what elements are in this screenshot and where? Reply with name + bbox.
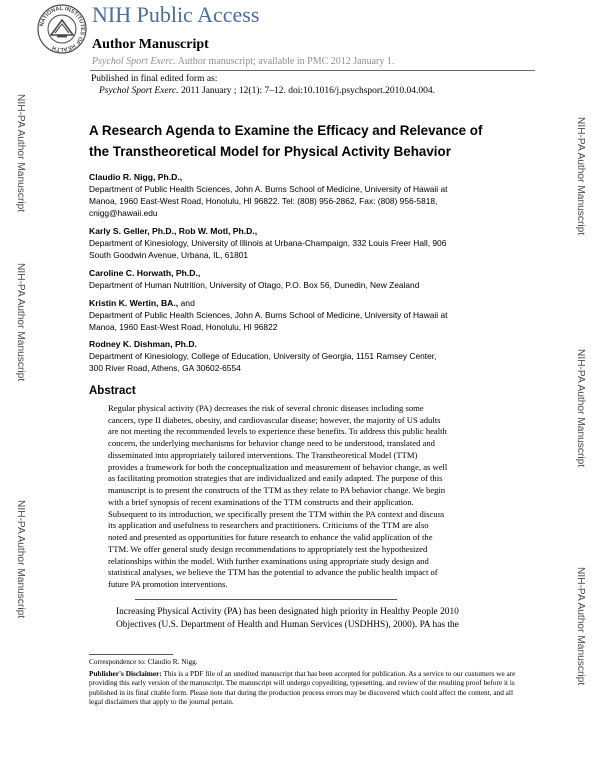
author-block	[89, 226, 519, 261]
author-affiliation-line: Department of Kinesiology, College of Education, University of Georgia, 1151 Ramsey Center,	[89, 351, 437, 361]
author-name: Caroline C. Horwath, Ph.D.,	[89, 268, 201, 278]
abstract-line: statistical analyses, we believe the TTM has the potential to advance the public health impact of	[108, 567, 438, 578]
journal-availability-line	[92, 56, 394, 68]
nih-public-access-title: NIH Public Access	[92, 2, 260, 27]
disclaimer-text: This is a PDF file of an unedited manuscript that has been accepted for publication. As a service to our customers we are providing this early version of the manuscript. The manuscript will undergo copyediting, typesetting, and review of the resulting proof before it is published in its final citable form. Please note that during the production process errors may be discovered which could affect the content, and all legal disclaimers that apply to the journal pertain.	[89, 669, 516, 706]
author-name: Kristin K. Wertin, BA.,	[89, 298, 179, 308]
abstract-line: TTM. We offer general study design recommendations to appropriately test the hypothesized	[108, 543, 428, 554]
abstract-heading: Abstract	[89, 385, 136, 397]
intro-line: Increasing Physical Activity (PA) has been designated high priority in Healthy People 2010	[116, 607, 459, 617]
abstract-line: Subsequent to its introduction, we specifically present the TTM within the PA context and discuss	[108, 508, 445, 519]
side-label-left-top: NIH-PA Author Manuscript	[15, 94, 26, 213]
author-block	[89, 172, 519, 219]
author-affiliation-line: Manoa, 1960 East-West Road, Honolulu, HI 96822. Tel: (808) 956-2862, Fax: (808) 956-5818,	[89, 196, 438, 206]
abstract-line: its application and usefulness to researchers and practitioners. Criticisms of the TTM are also	[108, 520, 429, 531]
author-block	[89, 298, 519, 333]
title-line-2: the Transtheoretical Model for Physical Activity Behavior	[89, 144, 451, 159]
intro-line: Objectives (U.S. Department of Health and Human Services (USDHHS), 2000). PA has the	[116, 619, 459, 630]
author-manuscript-label: Author Manuscript	[92, 37, 209, 52]
abstract-line: are not meeting the recommended levels to experience these benefits. To address this public health	[108, 426, 447, 437]
side-label-left-bottom: NIH-PA Author Manuscript	[15, 500, 26, 619]
side-label-right-middle: NIH-PA Author Manuscript	[575, 349, 586, 468]
footnote-divider	[89, 654, 173, 655]
author-affiliation-line: South Goodwin Avenue, Urbana, IL, 61801	[89, 250, 249, 260]
author-name-line	[89, 298, 519, 309]
nih-seal-icon	[37, 4, 87, 54]
abstract-line: concern, the underlying mechanisms for behavior change need to be understood, translated and	[108, 438, 435, 449]
abstract-line: as facilitating promotion strategies that are individualized and easily adapted. The purpose of this	[108, 473, 443, 484]
abstract-line: disseminated into appropriately tailored interventions. The Transtheoretical Model (TTM)	[108, 449, 418, 460]
nih-seal-text: NATIONAL INSTITUTES OF HEALTH	[39, 5, 86, 53]
citation-journal: Psychol Sport Exerc.	[99, 86, 179, 96]
journal-name: Psychol Sport Exerc.	[92, 56, 176, 67]
author-name: Claudio R. Nigg, Ph.D.,	[89, 172, 183, 182]
side-label-left-middle: NIH-PA Author Manuscript	[15, 263, 26, 382]
paper-title	[89, 120, 529, 162]
author-block	[89, 268, 519, 291]
correspondence-note: Correspondence to: Claudio R. Nigg.	[89, 657, 198, 666]
publisher-disclaimer	[89, 669, 519, 706]
citation-details: 2011 January ; 12(1): 7–12. doi:10.1016/j.psychsport.2010.04.004.	[178, 86, 435, 96]
availability-text: Author manuscript; available in PMC 2012 January 1.	[175, 56, 395, 67]
abstract-line: manuscript is to present the constructs of the TTM as they relate to PA behavior change. We begin	[108, 485, 446, 496]
nih-logo	[37, 4, 87, 54]
author-affiliation-line: Manoa, 1960 East-West Road, Honolulu, HI 96822	[89, 322, 278, 332]
abstract-line: future PA promotion interventions.	[108, 579, 228, 590]
publication-citation	[99, 86, 435, 97]
abstract-line: noted and presented as opportunities for future research to enhance the valid application of the	[108, 532, 433, 543]
section-divider	[135, 599, 397, 600]
side-label-right-bottom: NIH-PA Author Manuscript	[575, 567, 586, 686]
title-line-1: A Research Agenda to Examine the Efficacy and Relevance of	[89, 123, 483, 138]
disclaimer-label: Publisher's Disclaimer:	[89, 669, 162, 678]
author-affiliation-line: Department of Human Nutrition, University of Otago, P.O. Box 56, Dunedin, New Zealand	[89, 280, 420, 290]
author-name: Karly S. Geller, Ph.D., Rob W. Motl, Ph.D.,	[89, 226, 258, 236]
author-affiliation-line: Department of Public Health Sciences, John A. Burns School of Medicine, University of Hawaii at	[89, 184, 448, 194]
author-conjunction: and	[178, 298, 195, 308]
introduction-body	[116, 606, 521, 631]
author-affiliation-line: Department of Public Health Sciences, John A. Burns School of Medicine, University of Hawaii at	[89, 310, 448, 320]
author-name: Rodney K. Dishman, Ph.D.	[89, 339, 197, 349]
side-label-right-top: NIH-PA Author Manuscript	[575, 117, 586, 236]
author-email: cnigg@hawaii.edu	[89, 208, 158, 218]
author-affiliation-line: 300 River Road, Athens, GA 30602-6554	[89, 363, 241, 373]
author-block	[89, 339, 519, 374]
abstract-body	[108, 403, 518, 591]
abstract-line: with a brief synopsis of recent examinations of the TTM constructs and their application.	[108, 496, 414, 507]
author-affiliation-line: Department of Kinesiology, University of Illinois at Urbana-Champaign, 332 Louis Freer Hall, 906	[89, 238, 447, 248]
abstract-line: relationships within the model. With further examinations using appropriate study design and	[108, 555, 429, 566]
abstract-line: provides a framework for both the conceptualization and measurement of behavior change, as well	[108, 461, 448, 472]
abstract-line: Regular physical activity (PA) decreases the risk of several chronic diseases including some	[108, 403, 424, 413]
header-divider	[90, 70, 535, 71]
published-label: Published in final edited form as:	[91, 74, 218, 84]
abstract-line: cancers, type II diabetes, obesity, and cardiovascular disease; however, the majority of US adults	[108, 414, 441, 425]
